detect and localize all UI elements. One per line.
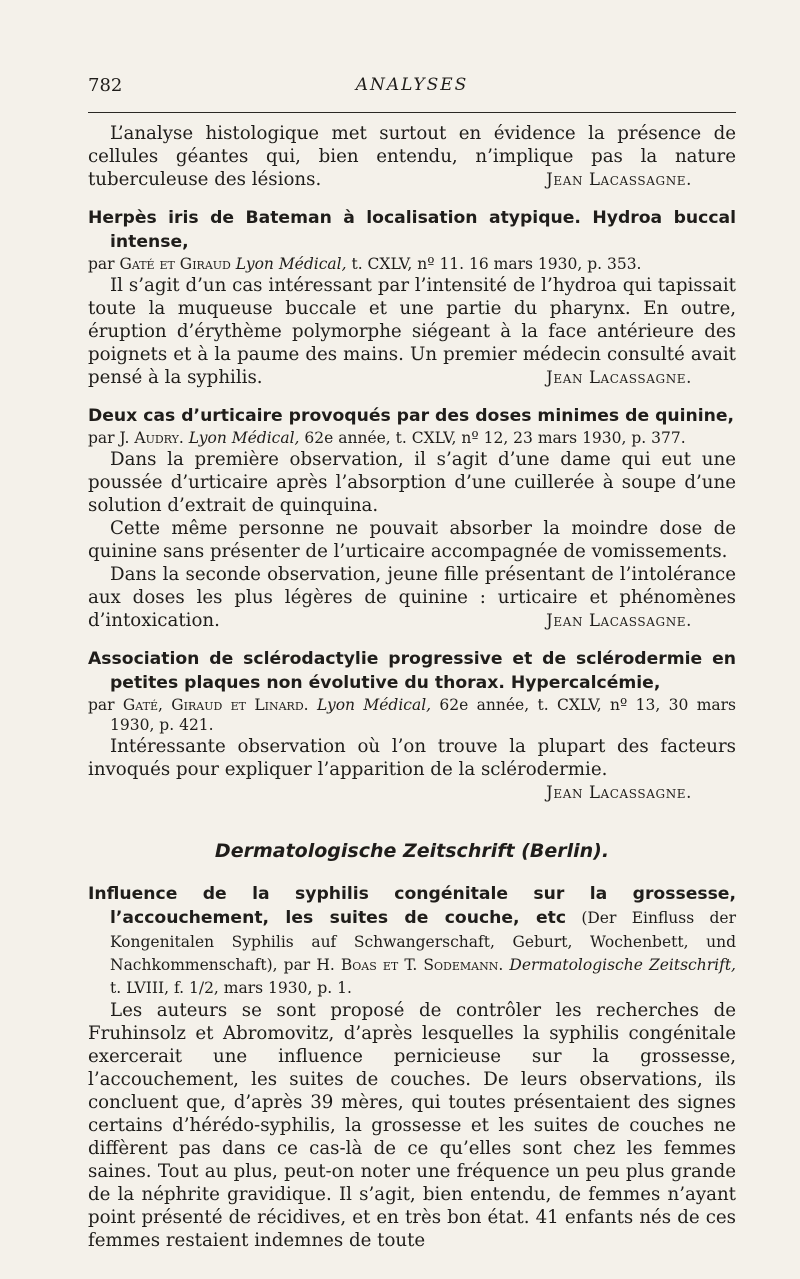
entry-paragraph: Intéressante observation où l’on trouve la plupart des facteurs invoqués pour expliquer l’apparition de la sclérodermie. xyxy=(88,736,736,780)
intro-paragraph: L’analyse histologique met surtout en évidence la présence de cellules géantes qui, bien entendu, n’implique pas la nature tuberculeuse des lésions. xyxy=(88,123,736,190)
entry-reference xyxy=(88,428,736,448)
ref-prefix: par J. xyxy=(88,429,135,447)
entry-paragraph: Dans la seconde observation, jeune fille présentant de l’intolérance aux doses les plus légères de quinine : urticaire et phénomènes d’intoxication. xyxy=(88,564,736,631)
entry-title: Influence de la syphilis congénitale sur la grossesse, l’accouchement, les suites de couche, etc xyxy=(88,884,736,928)
ref-prefix: par xyxy=(88,255,120,273)
ref-suffix: t. CXLV, nº 11. 16 mars 1930, p. 353. xyxy=(346,255,642,273)
entry-title: Association de sclérodactylie progressive et de sclérodermie en petites plaques non évolutive du thorax. Hypercalcémie, xyxy=(88,649,736,693)
entry-signature: Jean Lacassagne. xyxy=(546,368,692,387)
ref-prefix: (Der Einfluss der Kongenitalen Syphilis auf Schwangerschaft, Geburt, Wochenbett, und Nachkommenschaft), par H. xyxy=(110,909,736,974)
section-heading: Dermatologische Zeitschrift (Berlin). xyxy=(214,840,610,862)
article-body xyxy=(88,122,736,1252)
entry-paragraph: Dans la première observation, il s’agit d’une dame qui eut une poussée d’urticaire après l’absorption d’une cuillerée à soupe d’une solution d’extrait de quinquina. xyxy=(88,449,736,516)
ref-suffix: 62e année, t. CXLV, nº 13, 30 mars 1930, p. 421. xyxy=(110,696,737,734)
entry-heading xyxy=(88,206,736,274)
entry-signature: Jean Lacassagne. xyxy=(546,783,692,802)
ref-prefix: par xyxy=(88,696,123,714)
entry-authors: Boas et T. Sodemann. xyxy=(340,956,504,974)
header-rule xyxy=(88,112,736,113)
entry-authors: Audry. xyxy=(134,429,184,447)
entry-journal: Lyon Médical, xyxy=(188,429,300,447)
entry-urticaire xyxy=(88,404,736,632)
entry-journal: Lyon Médical, xyxy=(316,696,432,714)
entry-heading xyxy=(88,404,736,448)
entry-heading xyxy=(88,647,736,735)
entry-paragraph: Cette même personne ne pouvait absorber la moindre dose de quinine sans présenter de l’urticaire accompagnée de vomissements. xyxy=(88,518,736,562)
entry-reference xyxy=(88,254,736,274)
entry-sclerodermie xyxy=(88,647,736,804)
running-head: ANALYSES xyxy=(355,75,469,95)
ref-suffix: t. LVIII, f. 1/2, mars 1930, p. 1. xyxy=(110,979,352,997)
entry-syphilis-congenitale xyxy=(88,882,736,1252)
entry-heading xyxy=(88,882,736,999)
entry-title: Deux cas d’urticaire provoqués par des doses minimes de quinine, xyxy=(88,406,735,426)
entry-journal: Dermatologische Zeitschrift, xyxy=(509,956,736,974)
entry-title: Herpès iris de Bateman à localisation atypique. Hydroa buccal intense, xyxy=(88,208,736,252)
ref-suffix: 62e année, t. CXLV, nº 12, 23 mars 1930, p. 377. xyxy=(299,429,686,447)
entry-paragraph: Il s’agit d’un cas intéressant par l’intensité de l’hydroa qui tapissait toute la muqueuse buccale et une partie du pharynx. En outre, éruption d’érythème polymorphe siégeant à la face antérieure des poignets et à la paume des mains. Un premier médecin consulté avait pensé à la syphilis. xyxy=(88,275,736,388)
page-header xyxy=(88,75,736,105)
entry-signature: Jean Lacassagne. xyxy=(546,611,692,630)
intro-signature: Jean Lacassagne. xyxy=(546,170,692,189)
page-number: 782 xyxy=(88,75,123,96)
entry-journal: Lyon Médical, xyxy=(235,255,347,273)
entry-paragraph: Les auteurs se sont proposé de contrôler les recherches de Fruhinsolz et Abromovitz, d’après lesquelles la syphilis congénitale exercerait une influence pernicieuse sur la grossesse, l’accouchement, les suites de couches. De leurs observations, ils concluent que, d’après 39 mères, qui toutes présentaient des signes certains d’hérédo-syphilis, la grossesse et les suites de couches ne diffèrent pas dans ce cas-là de ce qu’elles sont chez les femmes saines. Tout au plus, peut-on noter une fréquence un peu plus grande de la néphrite gravidique. Il s’agit, bien entendu, de femmes n’ayant point présenté de récidives, et en très bon état. 41 enfants nés de ces femmes restaient indemnes de toute xyxy=(88,1000,736,1251)
entry-herpes-iris xyxy=(88,206,736,389)
entry-authors: Gaté et Giraud xyxy=(119,255,231,273)
entry-authors: Gaté, Giraud et Linard. xyxy=(122,696,309,714)
entry-reference xyxy=(88,695,737,735)
